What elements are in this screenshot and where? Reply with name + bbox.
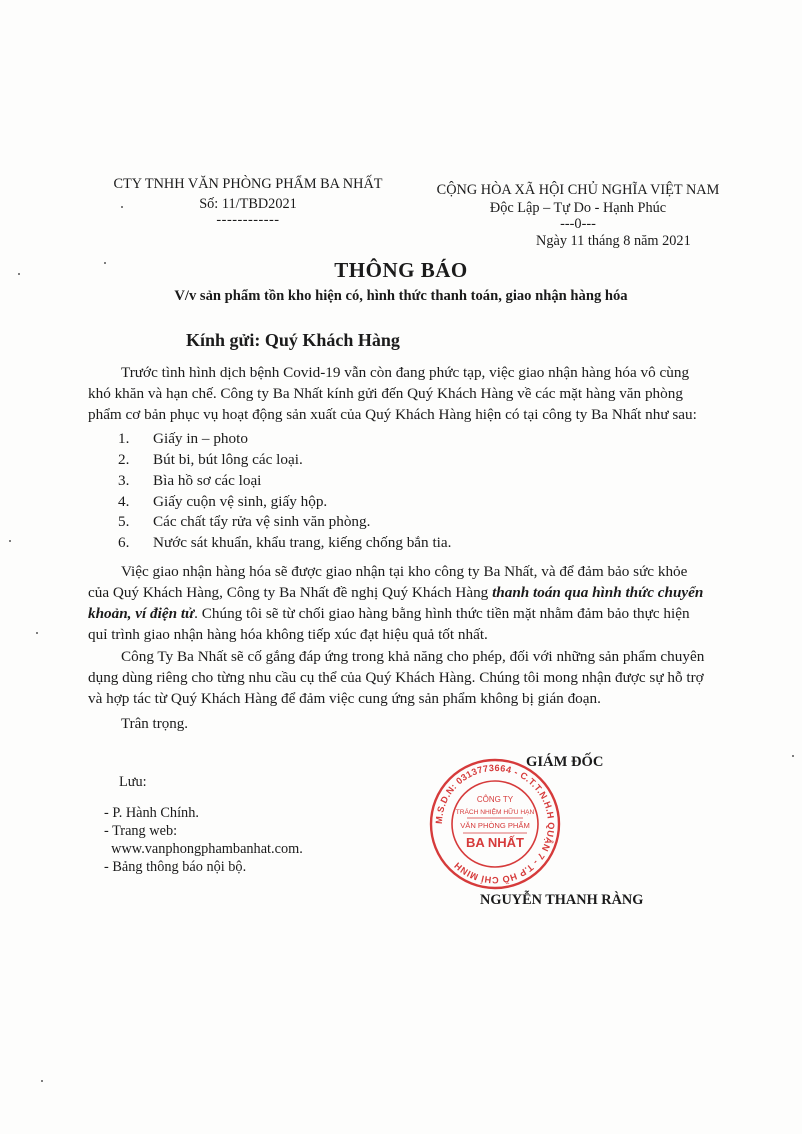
list-item-text: Các chất tẩy rửa vệ sinh văn phòng. xyxy=(153,513,371,530)
closing-remark: Trân trọng. xyxy=(121,716,188,732)
stamp-line: TRÁCH NHIỆM HỮU HẠN xyxy=(455,809,535,816)
archive-item: - P. Hành Chính. xyxy=(104,805,199,821)
list-item-number: 2. xyxy=(118,451,130,468)
intro-paragraph xyxy=(88,362,716,425)
list-item-text: Nước sát khuẩn, khẩu trang, kiếng chống bắn tia. xyxy=(153,534,452,551)
signatory-name: NGUYỄN THANH RÀNG xyxy=(480,892,644,908)
list-item-text: Giấy cuộn vệ sinh, giấy hộp. xyxy=(153,493,328,510)
commitment-line: dụng dùng riêng cho từng nhu cầu cụ thể của Quý Khách Hàng. Chúng tôi mong nhận được sự hỗ trợ xyxy=(88,669,704,686)
stamp-ring-text: M.S.D.N: 0313773664 - C.T.T.N.H.H QUẬN 7 - T.P HỒ CHÍ MINH xyxy=(433,762,557,886)
company-name: CTY TNHH VĂN PHÒNG PHẨM BA NHẤT xyxy=(113,176,383,192)
list-item-number: 5. xyxy=(118,513,130,530)
payment-line: Việc giao nhận hàng hóa sẽ được giao nhận tại kho công ty Ba Nhất, và để đảm bảo sức khỏe xyxy=(121,563,688,580)
stamp-line: VĂN PHÒNG PHẨM xyxy=(460,821,530,830)
archive-item: - Bảng thông báo nội bộ. xyxy=(104,859,247,875)
commitment-line: Công Ty Ba Nhất sẽ cố gắng đáp ứng trong khả năng cho phép, đối với những sản phẩm chuyên xyxy=(121,648,705,665)
intro-line: Trước tình hình dịch bệnh Covid-19 vẫn còn đang phức tạp, việc giao nhận hàng hóa vô cùng xyxy=(121,364,690,381)
right-separator: ---0--- xyxy=(560,216,596,232)
stamp-line: CÔNG TY xyxy=(476,795,514,804)
list-item-text: Bìa hồ sơ các loại xyxy=(153,472,262,489)
salutation: Kính gửi: Quý Khách Hàng xyxy=(186,330,400,350)
list-item-text: Giấy in – photo xyxy=(153,430,248,447)
payment-line: quỉ trình giao nhận hàng hóa không tiếp xúc đạt hiệu quả tốt nhất. xyxy=(88,626,488,643)
list-item-number: 3. xyxy=(118,472,130,489)
payment-text: . Chúng tôi sẽ từ chối giao hàng bằng hình thức tiền mặt nhằm đảm bảo thực hiện xyxy=(194,605,690,622)
intro-line: phẩm cơ bản phục vụ hoạt động sản xuất của Quý Khách Hàng hiện có tại công ty Ba Nhất như sau: xyxy=(88,406,697,423)
list-item-number: 6. xyxy=(118,534,130,551)
commitment-paragraph xyxy=(88,646,716,709)
nation-heading: CỘNG HÒA XÃ HỘI CHỦ NGHĨA VIỆT NAM xyxy=(436,182,720,198)
document-number: Số: 11/TBD2021 xyxy=(199,196,297,212)
list-item-text: Bút bi, bút lông các loại. xyxy=(153,451,303,468)
payment-line xyxy=(88,582,716,603)
archive-item: www.vanphongphambanhat.com. xyxy=(104,841,303,857)
list-item-number: 4. xyxy=(118,493,130,510)
page-title: THÔNG BÁO xyxy=(334,258,468,282)
archive-label: Lưu: xyxy=(119,774,147,790)
stamp-seal-icon xyxy=(427,756,563,892)
document-date: Ngày 11 tháng 8 năm 2021 xyxy=(536,233,691,249)
signatory-title: GIÁM ĐỐC xyxy=(526,754,604,770)
payment-line xyxy=(88,603,716,624)
subject-line: V/v sản phẩm tồn kho hiện có, hình thức thanh toán, giao nhận hàng hóa xyxy=(174,288,628,304)
national-motto: Độc Lập – Tự Do - Hạnh Phúc xyxy=(489,200,667,216)
archive-item: - Trang web: xyxy=(104,823,178,839)
list-item-number: 1. xyxy=(118,430,130,447)
intro-line: khó khăn và hạn chế. Công ty Ba Nhất kính gửi đến Quý Khách Hàng về các mặt hàng văn phòng xyxy=(88,385,683,402)
company-stamp xyxy=(427,756,563,892)
payment-text: của Quý Khách Hàng, Công ty Ba Nhất đề nghị Quý Khách Hàng xyxy=(88,584,493,601)
commitment-line: và hợp tác từ Quý Khách Hàng để đảm việc cung ứng sản phẩm không bị gián đoạn. xyxy=(88,690,601,707)
stamp-line: BA NHẤT xyxy=(465,835,525,850)
payment-method-emphasis: thanh toán qua hình thức chuyển xyxy=(492,584,704,601)
payment-method-emphasis: khoản, ví điện tử xyxy=(88,605,195,622)
payment-paragraph xyxy=(88,561,716,645)
left-separator: ------------ xyxy=(216,212,280,228)
